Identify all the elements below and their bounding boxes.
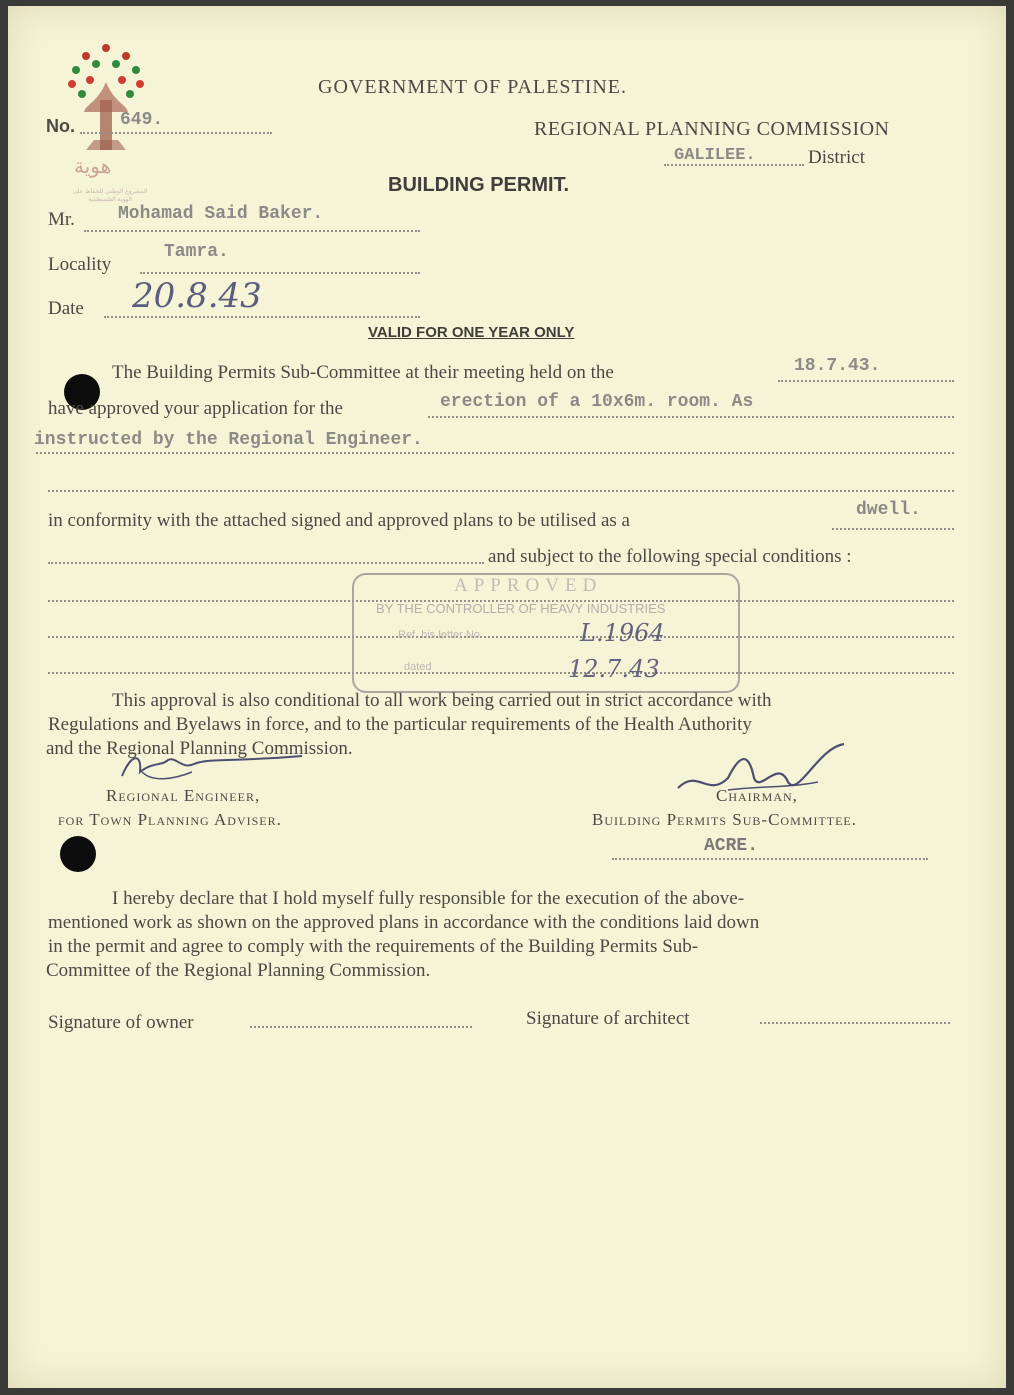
- declaration-line4: Committee of the Regional Planning Commission.: [46, 960, 431, 981]
- meeting-date: 18.7.43.: [794, 356, 881, 376]
- mr-line: [84, 230, 420, 232]
- district-value: GALILEE.: [674, 146, 756, 165]
- date-value: 20.8.43: [132, 276, 262, 316]
- sub-committee-label: Building Permits Sub-Committee.: [592, 810, 857, 829]
- stamp-title: APPROVED: [454, 575, 603, 596]
- permit-number-label: No.: [46, 116, 75, 136]
- chairman-label: Chairman,: [716, 786, 798, 805]
- conformity-text: in conformity with the attached signed and approved plans to be utilised as a: [48, 510, 630, 531]
- logo-caption: [50, 188, 170, 204]
- meeting-date-line: [778, 380, 954, 382]
- logo-arabic-name: هوية: [74, 154, 112, 178]
- district-line: [664, 164, 804, 166]
- government-heading: GOVERNMENT OF PALESTINE.: [318, 76, 628, 98]
- district-label: District: [808, 147, 865, 168]
- stamp-ref-label: Ref. his letter No.: [398, 629, 483, 641]
- conditional-text-2: Regulations and Byelaws in force, and to the particular requirements of the Health Authority: [48, 714, 752, 735]
- date-line: [104, 316, 420, 318]
- page-title: BUILDING PERMIT.: [388, 174, 570, 196]
- permit-number-line: [80, 132, 272, 134]
- owner-signature-line: [250, 1026, 472, 1028]
- conditional-text-3: and the Regional Planning Commission.: [46, 738, 353, 759]
- declaration-line2: mentioned work as shown on the approved plans in accordance with the conditions laid down: [48, 912, 760, 933]
- stamp-subtitle: BY THE CONTROLLER OF HEAVY INDUSTRIES: [376, 601, 666, 616]
- utilised-as: dwell.: [856, 500, 921, 520]
- conditional-text-1: This approval is also conditional to all work being carried out in strict accordance with: [112, 690, 772, 711]
- utilised-line: [832, 528, 954, 530]
- stamp-ref-value: L.1964: [580, 619, 665, 647]
- commission-heading: REGIONAL PLANNING COMMISSION: [534, 118, 890, 140]
- locality-line: [140, 272, 420, 274]
- declaration-line3: in the permit and agree to comply with the requirements of the Building Permits Sub-: [48, 936, 699, 957]
- architect-signature-label: Signature of architect: [526, 1008, 690, 1029]
- date-label: Date: [48, 298, 84, 319]
- blank-line-2: [48, 562, 484, 564]
- mr-label: Mr.: [48, 209, 75, 230]
- mr-value: Mohamad Said Baker.: [118, 204, 324, 224]
- permit-document: [8, 6, 1006, 1388]
- blank-line-1: [48, 490, 954, 492]
- town-planning-label: for Town Planning Adviser.: [58, 810, 282, 829]
- valid-notice: VALID FOR ONE YEAR ONLY: [368, 324, 575, 341]
- architect-signature-line: [760, 1022, 950, 1024]
- approved-prefix: have approved your application for the: [48, 398, 343, 419]
- meeting-text: The Building Permits Sub-Committee at their meeting held on the: [112, 362, 614, 383]
- approved-typed-2: instructed by the Regional Engineer.: [34, 430, 423, 450]
- stamp-date-label: dated: [404, 661, 432, 673]
- special-conditions: and subject to the following special conditions :: [488, 546, 852, 567]
- place-line: [612, 858, 928, 860]
- engineer-signature: [112, 742, 312, 792]
- owner-signature-label: Signature of owner: [48, 1012, 194, 1033]
- approved-stamp: [352, 573, 740, 693]
- logo-caption-line2: الهوية الفلسطينية: [88, 196, 132, 203]
- logo-caption-line1: المشروع الوطني للحفاظ على: [72, 188, 148, 195]
- approved-line-2: [36, 452, 954, 454]
- declaration-line1: I hereby declare that I hold myself fully responsible for the execution of the above-: [112, 888, 745, 909]
- locality-value: Tamra.: [164, 242, 229, 262]
- stamp-date-value: 12.7.43: [568, 655, 660, 683]
- punch-hole-bottom: [60, 836, 96, 872]
- permit-number-value: 649.: [120, 110, 164, 130]
- regional-engineer-label: Regional Engineer,: [106, 786, 261, 805]
- approved-typed: erection of a 10x6m. room. As: [440, 392, 754, 412]
- locality-label: Locality: [48, 254, 112, 275]
- approved-line-1: [428, 416, 954, 418]
- place-value: ACRE.: [704, 836, 759, 856]
